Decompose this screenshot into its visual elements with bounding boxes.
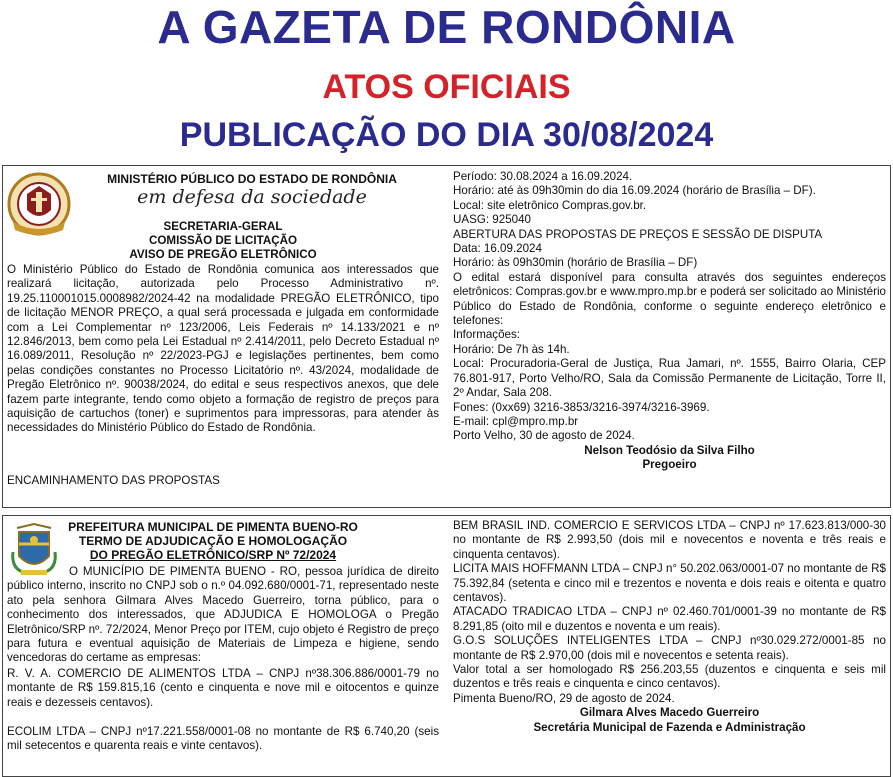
signer-role-2: Secretária Municipal de Fazenda e Administração <box>533 720 806 734</box>
company-6: G.O.S SOLUÇÕES INTELIGENTES LTDA – CNPJ nº30.029.272/0001-85 no montante de R$ 2.970,00 (dois mil e novecentos e setenta reais). <box>453 634 886 662</box>
termo-heading: TERMO DE ADJUDICAÇÃO E HOMOLOGAÇÃO <box>78 534 348 548</box>
notice-body: O Ministério Público do Estado de Rondônia comunica aos interessados que realizará licitação, autorizada pelo Processo Administrativo nº. 19.25.110001015.0008982/2024-42 na modalidade PREGÃO ELETRÔNICO, tipo de licitação MENOR PREÇO, a qual será processada e julgada em conformidade com a Lei Complementar nº 123/2006, Leis Federais nº 14.133/2021 e nº 12.846/2013, bem como pela Lei Estadual nº 2.414/2011, pelo Decreto Estadual nº 16.089/2011, Resolução nº 22/2023-PGJ e legislações pertinentes, bem como pelas condições constantes no Processo Licitatório nº. 43/2024, modalidade de Pregão Eletrônico nº. 90038/2024, do edital e seus respectivos anexos, que dele fazem parte integrante, tendo como objeto a formação de registro de preços para aquisição de cartuchos (toner) e suprimentos para impressoras, para atender às necessidades do Ministério Público do Estado de Rondônia. <box>7 263 439 435</box>
abertura-heading: ABERTURA DAS PROPOSTAS DE PREÇOS E SESSÃO DE DISPUTA <box>453 227 823 241</box>
periodo: Período: 30.08.2024 a 16.09.2024. <box>453 170 633 183</box>
company-5: ATACADO TRADICAO LTDA – CNPJ nº 02.460.701/0001-39 no montante de R$ 8.291,85 (oito mil e duzentos e noventa e um reais). <box>453 605 886 633</box>
company-3: BEM BRASIL IND. COMERCIO E SERVICOS LTDA – CNPJ nº 17.623.813/000-30 no montante de R$ 2.993,50 (dois mil e novecentos e noventa e três reais e cinquenta centavos). <box>453 519 886 561</box>
prefeitura-heading: PREFEITURA MUNICIPAL DE PIMENTA BUENO-RO <box>68 520 358 534</box>
signer-name-2: Gilmara Alves Macedo Guerreiro <box>579 706 760 720</box>
date-place: Porto Velho, 30 de agosto de 2024. <box>453 429 635 443</box>
horario-abertura: Horário: às 09h30min (horário de Brasília – DF) <box>453 256 698 270</box>
dept-secretaria: SECRETARIA-GERAL <box>163 220 283 233</box>
pregao-heading: DO PREGÃO ELETRÔNICO/SRP Nº 72/2024 <box>89 548 337 562</box>
uasg: UASG: 925040 <box>453 213 531 227</box>
company-4: LICITA MAIS HOFFMANN LTDA – CNPJ n° 50.202.063/0001-07 no montante de R$ 75.392,84 (setenta e cinco mil e trezentos e noventa e dois reais e oitenta e quatro centavos). <box>453 562 886 605</box>
encaminhamento-heading: ENCAMINHAMENTO DAS PROPOSTAS <box>7 474 220 487</box>
local: Local: site eletrônico Compras.gov.br. <box>453 198 647 212</box>
fones: Fones: (0xx69) 3216-3853/3216-3974/3216-3969. <box>453 400 710 414</box>
right-column-2 <box>453 519 886 735</box>
company-1: R. V. A. COMERCIO DE ALIMENTOS LTDA – CNPJ nº38.306.886/0001-79 no montante de R$ 159.815,16 (cento e cinquenta e nove mil e oitocentos e quinze reais e dezesseis centavos). <box>7 667 439 709</box>
right-column <box>453 170 886 473</box>
info-heading: Informações: <box>453 328 521 342</box>
date-place-2: Pimenta Bueno/RO, 29 de agosto de 2024. <box>453 691 675 705</box>
horario: Horário: até às 09h30min do dia 16.09.2024 (horário de Brasília – DF). <box>453 184 816 198</box>
section-title: ATOS OFICIAIS <box>322 68 571 106</box>
motto: em defesa da sociedade <box>137 186 367 208</box>
dept-comissao: COMISSÃO DE LICITAÇÃO <box>149 234 297 247</box>
notice-type-heading: AVISO DE PREGÃO ELETRÔNICO <box>129 248 317 261</box>
edital-info: O edital estará disponível para consulta através dos seguintes endereços eletrônicos: Compras.gov.br e www.mpro.mp.br e poderá ser solicitado ao Ministério Público do Estado de Rondônia, conforme o seguinte endereço eletrônico e telefones: <box>453 270 886 328</box>
local-address: Local: Procuradoria-Geral de Justiça, Rua Jamari, nº. 1555, Bairro Olaria, CEP 76.801-917, Porto Velho/RO, Sala da Comissão Permanente de Licitação, Torre II, 2º Andar, Sala 208. <box>453 357 886 400</box>
horario-atendimento: Horário: De 7h às 14h. <box>453 342 570 356</box>
newspaper-title: A GAZETA DE RONDÔNIA <box>157 1 736 53</box>
signer-role: Pregoeiro <box>642 458 697 472</box>
notice-pimenta-bueno <box>2 515 891 777</box>
signer-name: Nelson Teodósio da Silva Filho <box>584 443 755 457</box>
data: Data: 16.09.2024 <box>453 242 542 256</box>
publication-date-title: PUBLICAÇÃO DO DIA 30/08/2024 <box>179 116 714 154</box>
total-value: Valor total a ser homologado R$ 256.203,55 (duzentos e cinquenta e seis mil duzentos e três reais e cinquenta e cinco centavos). <box>453 663 886 691</box>
termo-body: O MUNICÍPIO DE PIMENTA BUENO - RO, pessoa jurídica de direito público interno, inscrito no CNPJ sob o n.º 04.092.680/0001-71, representado neste ato pela senhora Gilmara Alves Macedo Guerreiro, torna público, para o conhecimento dos interessados, que ADJUDICA E HOMOLOGA o Pregão Eletrônico/SRP nº. 72/2024, Menor Preço por ITEM, cujo objeto é Registro de preço para futura e eventual aquisição de Materiais de Limpeza e higiene, sendo vencedoras do certame as empresas: <box>7 565 439 665</box>
email: E-mail: cpl@mpro.mp.br <box>453 414 579 428</box>
org-name: MINISTÉRIO PÚBLICO DO ESTADO DE RONDÔNIA <box>107 172 397 186</box>
company-2: ECOLIM LTDA – CNPJ nº17.221.558/0001-08 no montante de R$ 6.740,20 (seis mil setecentos e quarenta reais e vinte centavos). <box>7 725 439 753</box>
notice-ministerio-publico <box>2 165 891 508</box>
